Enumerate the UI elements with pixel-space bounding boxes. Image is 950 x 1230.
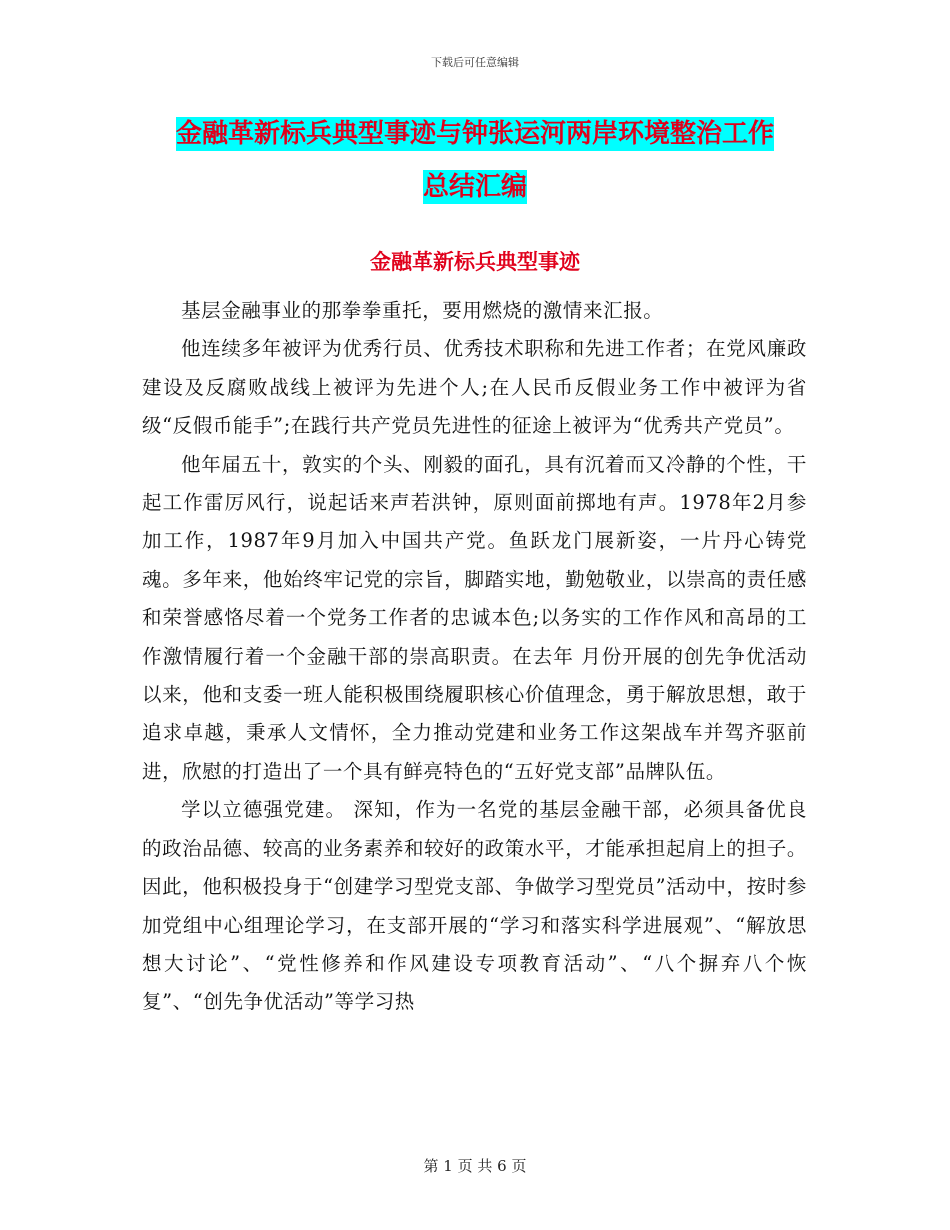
header-note: 下载后可任意编辑 — [431, 56, 519, 69]
document-title-line-2: 总结汇编 — [422, 172, 527, 202]
paragraph-1: 基层金融事业的那拳拳重托，要用燃烧的激情来汇报。 — [181, 299, 664, 322]
document-title — [0, 108, 950, 214]
paragraph-4: 学以立德强党建。 深知，作为一名党的基层金融干部，必须具备优良的政治品德、较高的业务素养和较好的政策水平，才能承担起肩上的担子。因此，他积极投身于“创建学习型党支部、争做学习型党员”活动中，按时参加党组中心组理论学习，在支部开展的“学习和落实科学进展观”、“解放思想大讨论”、“党性修养和作风建设专项教育活动”、“八个摒弃八个恢复”、“创先争优活动”等学习热 — [142, 798, 807, 1014]
body-text — [142, 292, 807, 1022]
section-title: 金融革新标兵典型事迹 — [370, 250, 580, 274]
paragraph-2: 他连续多年被评为优秀行员、优秀技术职称和先进工作者；在党风廉政建设及反腐败战线上被评为先进个人;在人民币反假业务工作中被评为省级“反假币能手”;在践行共产党员先进性的征途上被评为“优秀共产党员”。 — [142, 337, 807, 438]
document-title-line-1: 金融革新标兵典型事迹与钟张运河两岸环境整治工作 — [175, 119, 774, 149]
page-footer: 第 1 页 共 6 页 — [423, 1157, 527, 1175]
paragraph-3: 他年届五十，敦实的个头、刚毅的面孔，具有沉着而又冷静的个性，干起工作雷厉风行，说起话来声若洪钟，原则面前掷地有声。1978年2月参加工作，1987年9月加入中国共产党。鱼跃龙门展新姿，一片丹心铸党魂。多年来，他始终牢记党的宗旨，脚踏实地，勤勉敬业，以崇高的责任感和荣誉感恪尽着一个党务工作者的忠诚本色;以务实的工作作风和高昂的工作激情履行着一个金融干部的崇高职责。在去年 月份开展的创先争优活动以来，他和支委一班人能积极围绕履职核心价值理念，勇于解放思想，敢于追求卓越，秉承人文情怀，全力推动党建和业务工作这架战车并驾齐驱前进，欣慰的打造出了一个具有鲜亮特色的“五好党支部”品牌队伍。 — [142, 452, 807, 783]
